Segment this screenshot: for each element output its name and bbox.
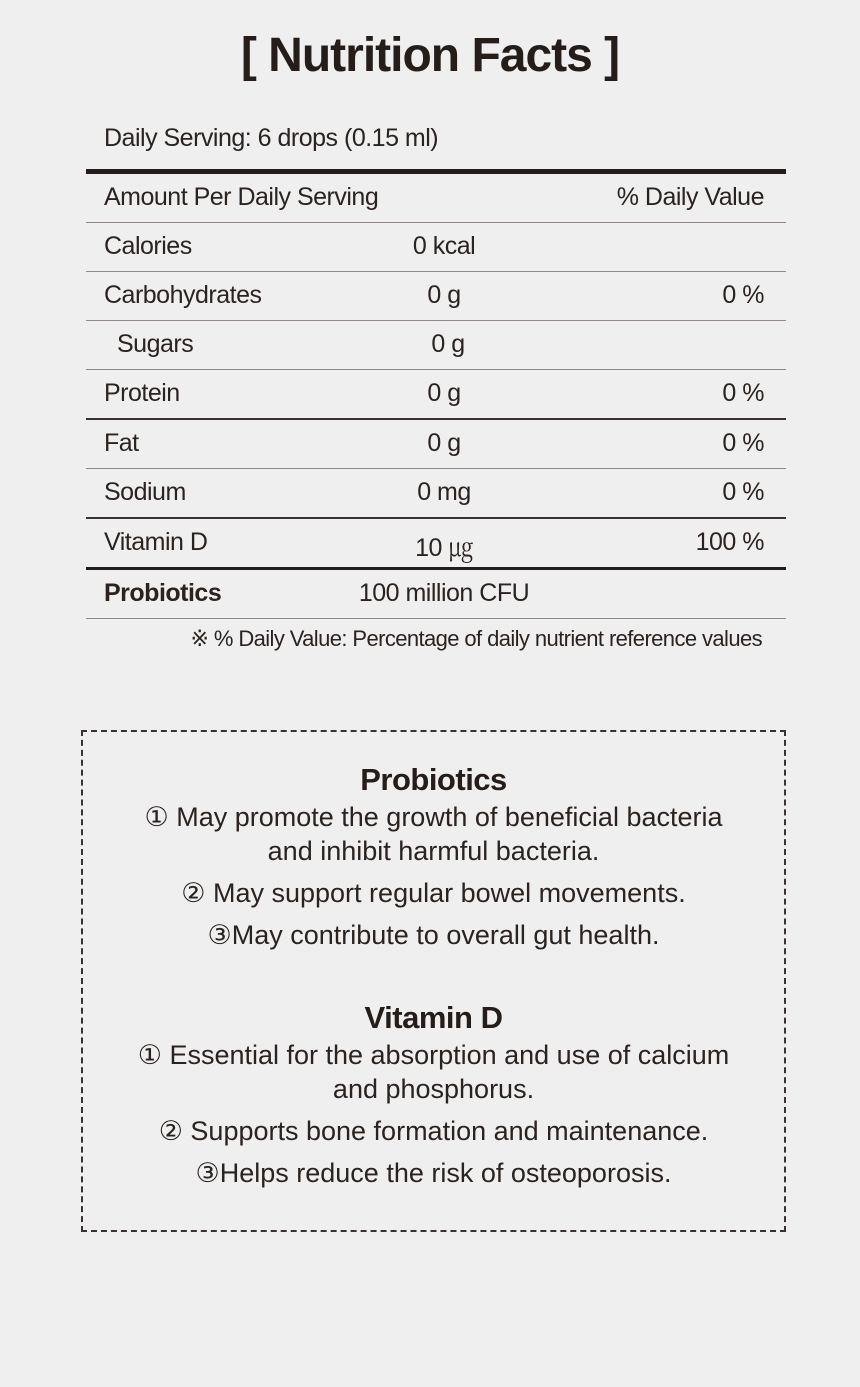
table-row-carbohydrates — [86, 272, 786, 321]
daily-value-footnote: ※ % Daily Value: Percentage of daily nutrient reference values — [190, 626, 762, 651]
benefits-box — [81, 730, 786, 1232]
benefit-line: ② Supports bone formation and maintenance. — [158, 1116, 709, 1146]
nutrient-daily-value: 0 % — [722, 478, 764, 506]
nutrient-name: Sodium — [104, 478, 186, 506]
nutrient-amount: 10 ㎍ — [415, 534, 473, 562]
benefit-line: ③May contribute to overall gut health. — [207, 920, 660, 950]
probiotics-benefits — [83, 760, 784, 952]
nutrient-amount: 0 g — [427, 379, 461, 407]
page-title: [ Nutrition Facts ] — [240, 29, 620, 82]
nutrient-amount: 0 g — [431, 330, 465, 358]
nutrient-amount: 0 g — [427, 429, 461, 457]
table-row-calories — [86, 223, 786, 272]
table-header-row — [86, 174, 786, 223]
table-row-vitamin-d — [86, 519, 786, 570]
benefit-line: and inhibit harmful bacteria. — [267, 836, 600, 866]
table-row-fat — [86, 420, 786, 469]
nutrient-name: Sugars — [117, 330, 194, 358]
nutrient-daily-value: 0 % — [722, 379, 764, 407]
benefit-line: and phosphorus. — [332, 1074, 535, 1104]
nutrition-facts-table — [86, 169, 786, 619]
table-row-probiotics — [86, 570, 786, 619]
header-amount-label: Amount Per Daily Serving — [104, 183, 379, 211]
benefit-line: ① May promote the growth of beneficial bacteria — [144, 802, 723, 832]
vitamin-d-benefits — [83, 998, 784, 1190]
table-row-protein — [86, 370, 786, 420]
nutrient-amount: 100 million CFU — [358, 579, 530, 607]
section-heading: Vitamin D — [364, 1000, 503, 1035]
section-heading: Probiotics — [360, 762, 507, 797]
benefit-line: ② May support regular bowel movements. — [181, 878, 686, 908]
nutrient-amount: 0 kcal — [412, 232, 476, 260]
benefit-line: ③Helps reduce the risk of osteoporosis. — [195, 1158, 672, 1188]
nutrient-name: Calories — [104, 232, 192, 260]
benefit-line: ① Essential for the absorption and use of calcium — [137, 1040, 730, 1070]
table-row-sodium — [86, 469, 786, 519]
table-row-sugars — [86, 321, 786, 370]
nutrient-amount: 0 mg — [417, 478, 471, 506]
nutrient-daily-value: 0 % — [722, 429, 764, 457]
daily-serving: Daily Serving: 6 drops (0.15 ml) — [104, 124, 439, 152]
nutrient-daily-value: 0 % — [722, 281, 764, 309]
nutrient-name: Carbohydrates — [104, 281, 262, 309]
header-daily-value-label: % Daily Value — [616, 183, 764, 211]
nutrient-name: Fat — [104, 429, 139, 457]
nutrient-daily-value: 100 % — [695, 528, 764, 556]
nutrient-name: Protein — [104, 379, 180, 407]
nutrient-name: Probiotics — [104, 579, 222, 607]
nutrient-amount: 0 g — [427, 281, 461, 309]
nutrient-name: Vitamin D — [104, 528, 208, 556]
